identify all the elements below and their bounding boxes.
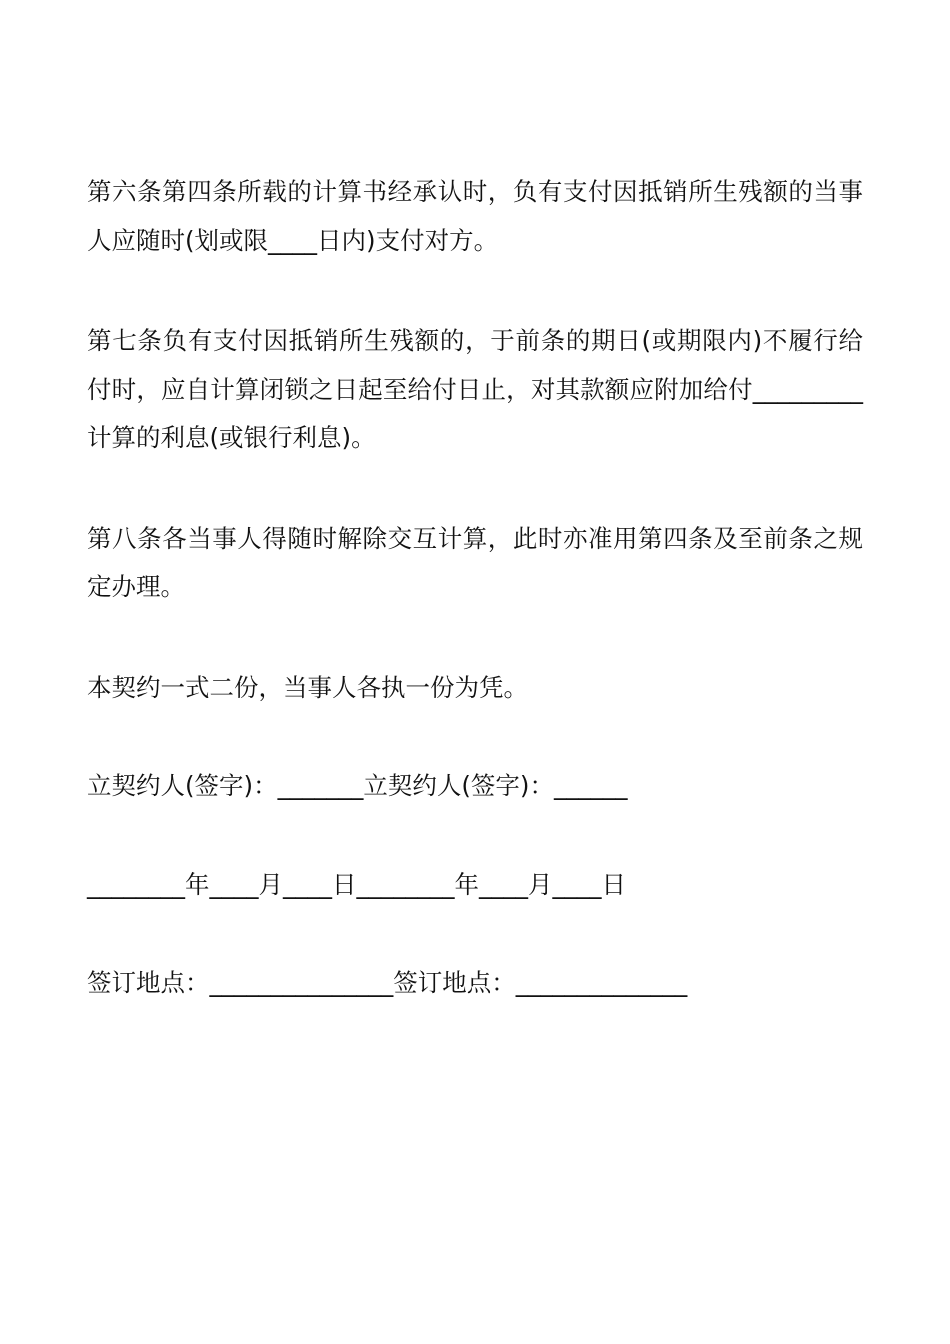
date-line: ________年____月____日________年____月____日 [87,869,626,899]
signing-place-line: 签订地点：_______________签订地点：______________ [87,968,688,997]
article-7-paragraph: 第七条负有支付因抵销所生残额的，于前条的期日(或期限内)不履行给付时，应自计算闭锁之日起至给付日止，对其款额应附加给付_________计算的利息(或银行利息)。 [87,326,863,452]
copies-statement: 本契约一式二份，当事人各执一份为凭。 [87,672,528,702]
signature-line: 立契约人(签字)：_______立契约人(签字)：______ [87,771,628,800]
article-8-paragraph: 第八条各当事人得随时解除交互计算，此时亦准用第四条及至前条之规定办理。 [87,523,863,601]
article-6-paragraph: 第六条第四条所载的计算书经承认时，负有支付因抵销所生残额的当事人应随时(划或限____日内)支付对方。 [87,177,863,255]
document-body [87,168,863,1058]
